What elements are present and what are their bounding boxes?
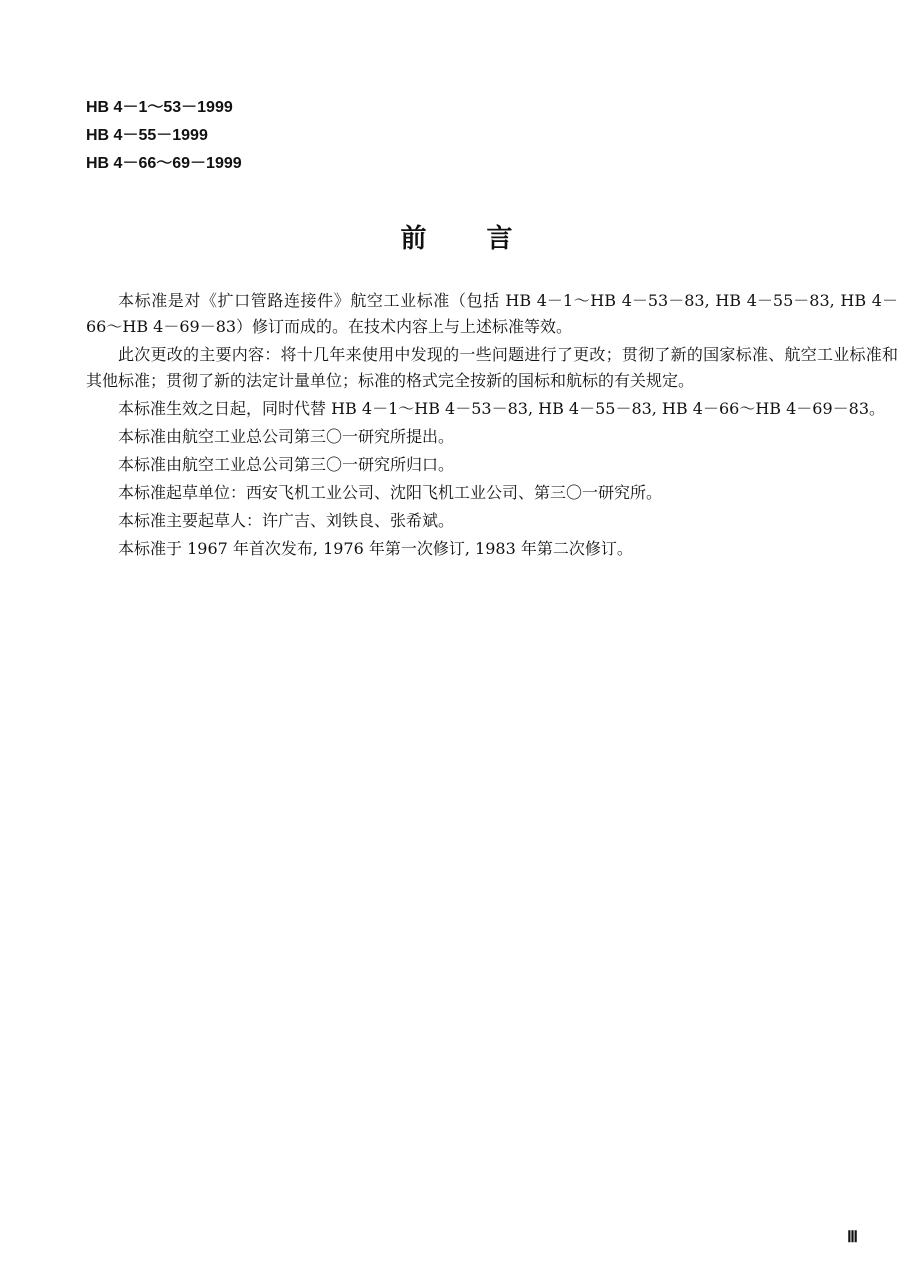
paragraph: 本标准由航空工业总公司第三〇一研究所归口。 [118,455,455,474]
paragraph: 本标准于 1967 年首次发布, 1976 年第一次修订, 1983 年第二次修订。 [118,539,633,558]
foreword-body [86,288,898,564]
standard-code-list [86,94,242,178]
standard-code: HB 4－1～53－1999 [86,99,233,116]
standard-code: HB 4－66～69－1999 [86,155,242,172]
paragraph: 本标准由航空工业总公司第三〇一研究所提出。 [118,427,455,446]
paragraph: 本标准起草单位：西安飞机工业公司、沈阳飞机工业公司、第三〇一研究所。 [118,483,663,502]
page-number: Ⅲ [847,1229,859,1246]
paragraph: 本标准是对《扩口管路连接件》航空工业标准（包括 HB 4－1～HB 4－53－83, HB 4－55－83, HB 4－66～HB 4－69－83）修订而成的。在技术内容上与上述标准等效。 [86,291,898,336]
paragraph: 本标准生效之日起，同时代替 HB 4－1～HB 4－53－83, HB 4－55－83, HB 4－66～HB 4－69－83。 [118,399,886,418]
paragraph: 本标准主要起草人：许广吉、刘铁良、张希斌。 [118,511,455,530]
paragraph: 此次更改的主要内容：将十几年来使用中发现的一些问题进行了更改；贯彻了新的国家标准、航空工业标准和其他标准；贯彻了新的法定计量单位；标准的格式完全按新的国标和航标的有关规定。 [86,345,898,390]
page-title: 前言 [400,224,573,254]
standard-code: HB 4－55－1999 [86,127,208,144]
